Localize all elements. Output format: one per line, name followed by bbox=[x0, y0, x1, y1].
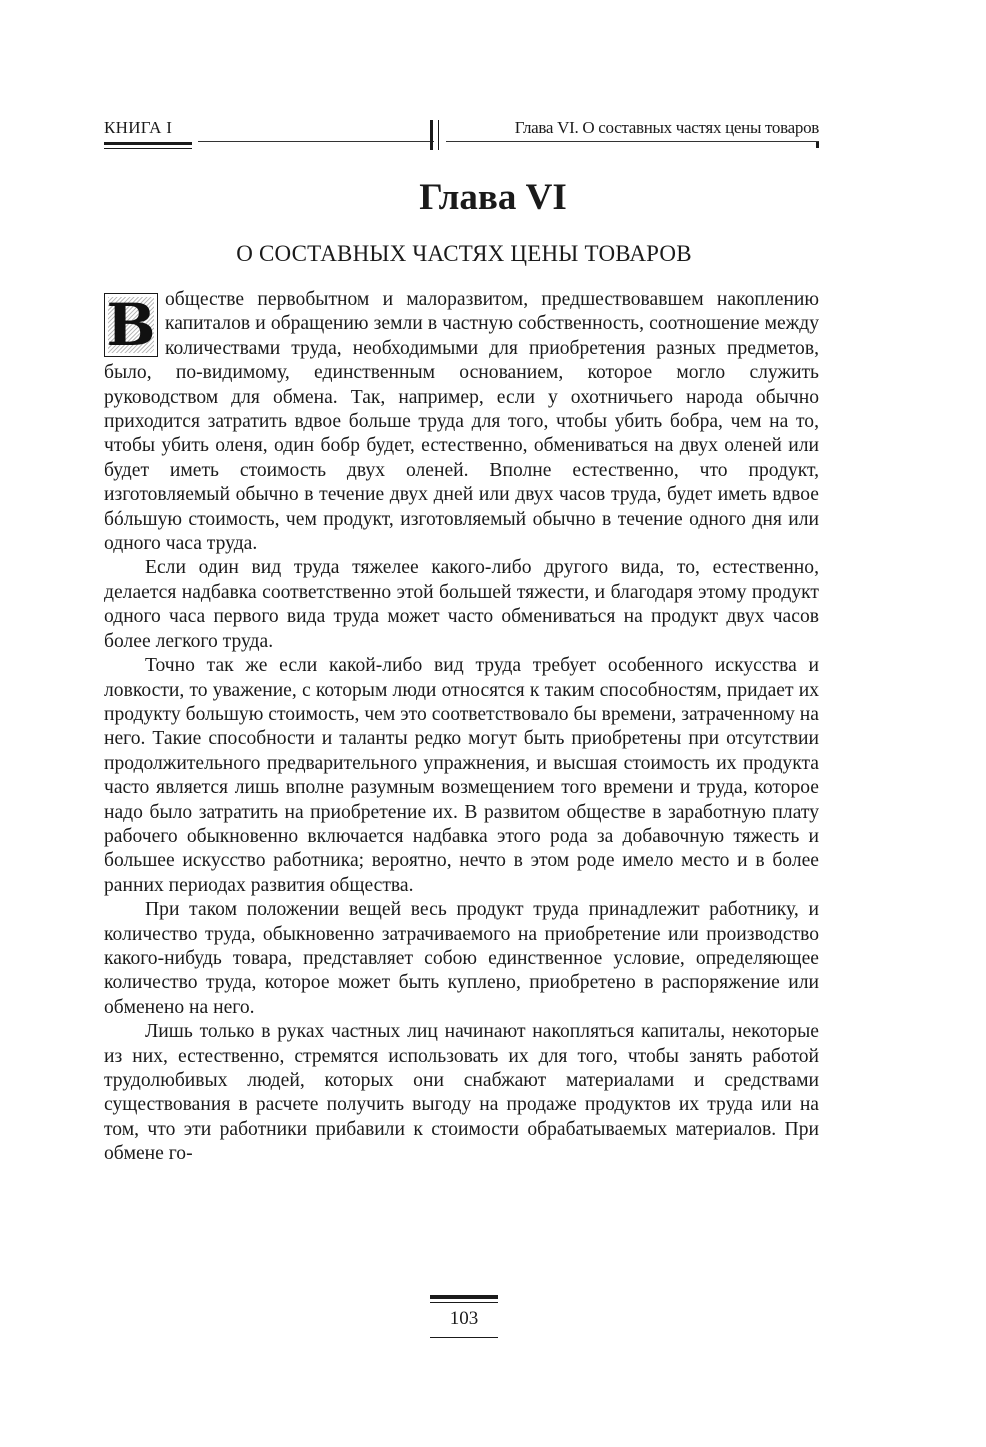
running-head-chapter: Глава VI. О составных частях цены товаров bbox=[514, 118, 819, 137]
running-head-book: КНИГА I bbox=[104, 118, 173, 137]
footer-rule-bottom bbox=[430, 1337, 498, 1338]
paragraph-text: обществе первобытном и малоразвитом, предшествовавшем накоплению капиталов и обращению земли в частную собственность, соотношение между количествами труда, необходимыми для приобретения разных предметов, было, по-видимому, единственным основанием, которое могло служить руководством для обмена. Так, например, если у охотничьего народа обычно приходится затратить вдвое больше труда для того, чтобы убить бобра, чем на то, чтобы убить оленя, один бобр будет, естественно, обмениваться на двух оленей или будет иметь стоимость двух оленей. Вполне естественно, что продукт, изготовляемый обычно в течение двух дней или двух часов труда, будет иметь вдвое бóльшую стоимость, чем продукт, изготовляемый обычно в течение одного дня или одного часа труда. bbox=[104, 289, 819, 555]
paragraph bbox=[104, 288, 819, 556]
paragraph: Если один вид труда тяжелее какого-либо другого вида, то, естественно, делается надбавка соответственно этой большей тяжести, и благодаря этому продукт одного часа первого вида труда может часто обмениваться на продукт двух часов более легкого труда. bbox=[104, 557, 819, 652]
running-head-rule-thick bbox=[104, 142, 192, 145]
paragraph: Лишь только в руках частных лиц начинают накопляться капиталы, некоторые из них, естественно, стремятся использовать их для того, чтобы занять работой трудолюбивых людей, которых они снабжают материалами и средствами существования в расчете получить выгоду на продаже продуктов их труда или на том, что эти работники прибавили к стоимости обрабатываемых материалов. При обмене го- bbox=[104, 1021, 819, 1165]
dropcap bbox=[104, 293, 158, 357]
running-head bbox=[104, 118, 819, 152]
paragraph: Точно так же если какой-либо вид труда требует особенного искусства и ловкости, то уважение, с которым люди относятся к таким способностям, придает их продукту большую стоимость, чем это соответствовало бы времени, затраченному на него. Такие способности и таланты редко могут быть приобретены при отсутствии продолжительного предварительного упражнения, и высшая стоимость их продукта часто является лишь вполне разумным возмещением того времени и труда, которое надо было затратить на приобретение их. В развитом обществе в заработную плату рабочего обыкновенно включается надбавка этого рода за добавочную тяжесть и большее искусство работника; вероятно, нечто в этом роде имело место и в более ранних периодах развития общества. bbox=[104, 655, 819, 896]
running-head-divider bbox=[430, 120, 439, 150]
running-head-rule-right bbox=[446, 141, 819, 142]
running-head-rule-thin bbox=[104, 148, 192, 149]
running-head-end-mark bbox=[816, 142, 819, 148]
footer-rule-thin bbox=[430, 1302, 498, 1303]
body-text bbox=[104, 288, 819, 1167]
dropcap-letter: В bbox=[106, 291, 156, 359]
chapter-subtitle: О СОСТАВНЫХ ЧАСТЯХ ЦЕНЫ ТОВАРОВ bbox=[236, 241, 692, 266]
page-footer bbox=[430, 1295, 498, 1343]
paragraph: При таком положении вещей весь продукт труда принадлежит работнику, и количество труда, обыкновенно затрачиваемого на приобретение или производство какого-нибудь товара, представляет собою единственное условие, определяющее количество труда, которое может быть куплено, приобретено в распоряжение или обменено на него. bbox=[104, 899, 819, 1018]
footer-rule-thick bbox=[430, 1295, 498, 1299]
running-head-rule bbox=[198, 141, 434, 142]
chapter-title: Глава VI bbox=[419, 177, 567, 218]
page-number: 103 bbox=[449, 1308, 479, 1329]
